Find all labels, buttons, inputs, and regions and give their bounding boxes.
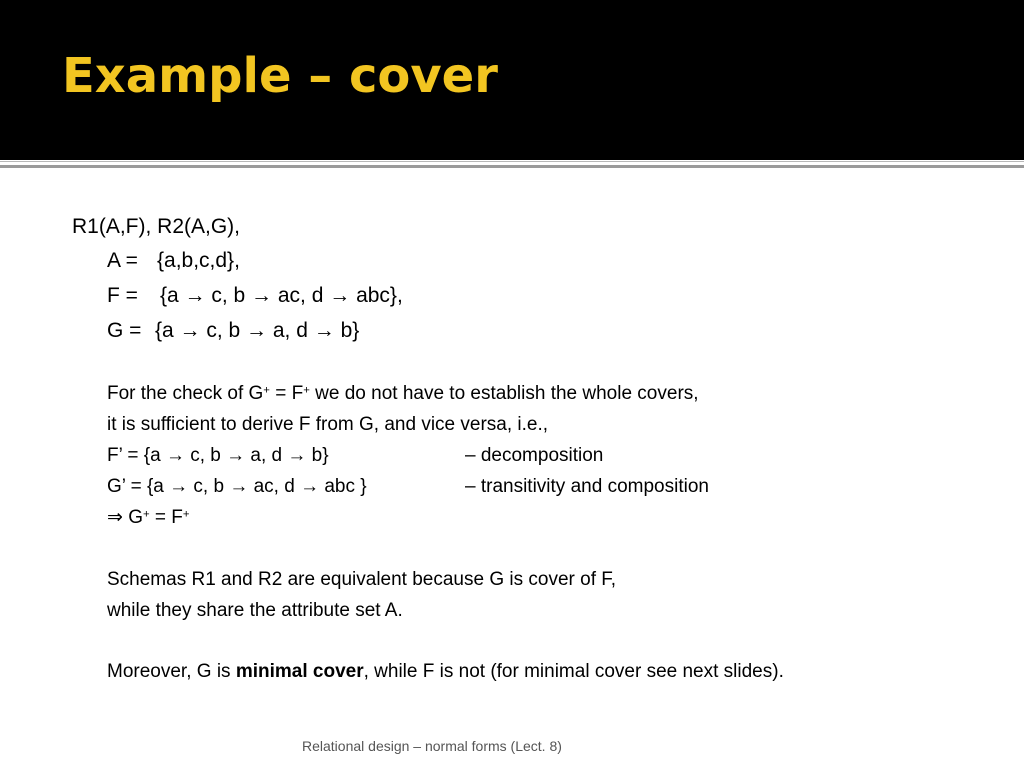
f-prime-expression: F’ = {a → c, b → a, d → b} xyxy=(107,445,329,466)
relations-line: R1(A,F), R2(A,G), xyxy=(72,215,241,238)
g-prime-expression: G’ = {a → c, b → ac, d → abc } xyxy=(107,476,367,497)
definition-a-label: A = xyxy=(107,249,138,272)
definition-f-label: F = xyxy=(107,284,138,307)
slide-footer: Relational design – normal forms (Lect. 8) xyxy=(302,738,562,754)
minimal-cover-term: minimal cover xyxy=(235,661,364,682)
schemas-line-2: while they share the attribute set A. xyxy=(107,600,403,621)
g-prime-note: – transitivity and composition xyxy=(465,476,709,497)
f-prime-note: – decomposition xyxy=(465,445,604,466)
moreover-line: Moreover, G is minimal cover, while F is not (for minimal cover see next slides). xyxy=(107,661,784,682)
definition-g-value: {a → c, b → a, d → b} xyxy=(155,319,360,342)
schemas-line-1: Schemas R1 and R2 are equivalent because G is cover of F, xyxy=(107,569,617,590)
check-line-2: it is sufficient to derive F from G, and vice versa, i.e., xyxy=(107,414,549,435)
slide-title: Example – cover xyxy=(62,48,498,104)
definition-g-label: G = xyxy=(107,319,142,342)
conclusion-line: ⇒ G+ = F+ xyxy=(107,507,190,528)
definition-a-value: {a,b,c,d}, xyxy=(157,249,240,272)
check-line-1: For the check of G+ = F+ we do not have to establish the whole covers, xyxy=(107,383,699,404)
definition-f-value: {a → c, b → ac, d → abc}, xyxy=(160,284,403,307)
